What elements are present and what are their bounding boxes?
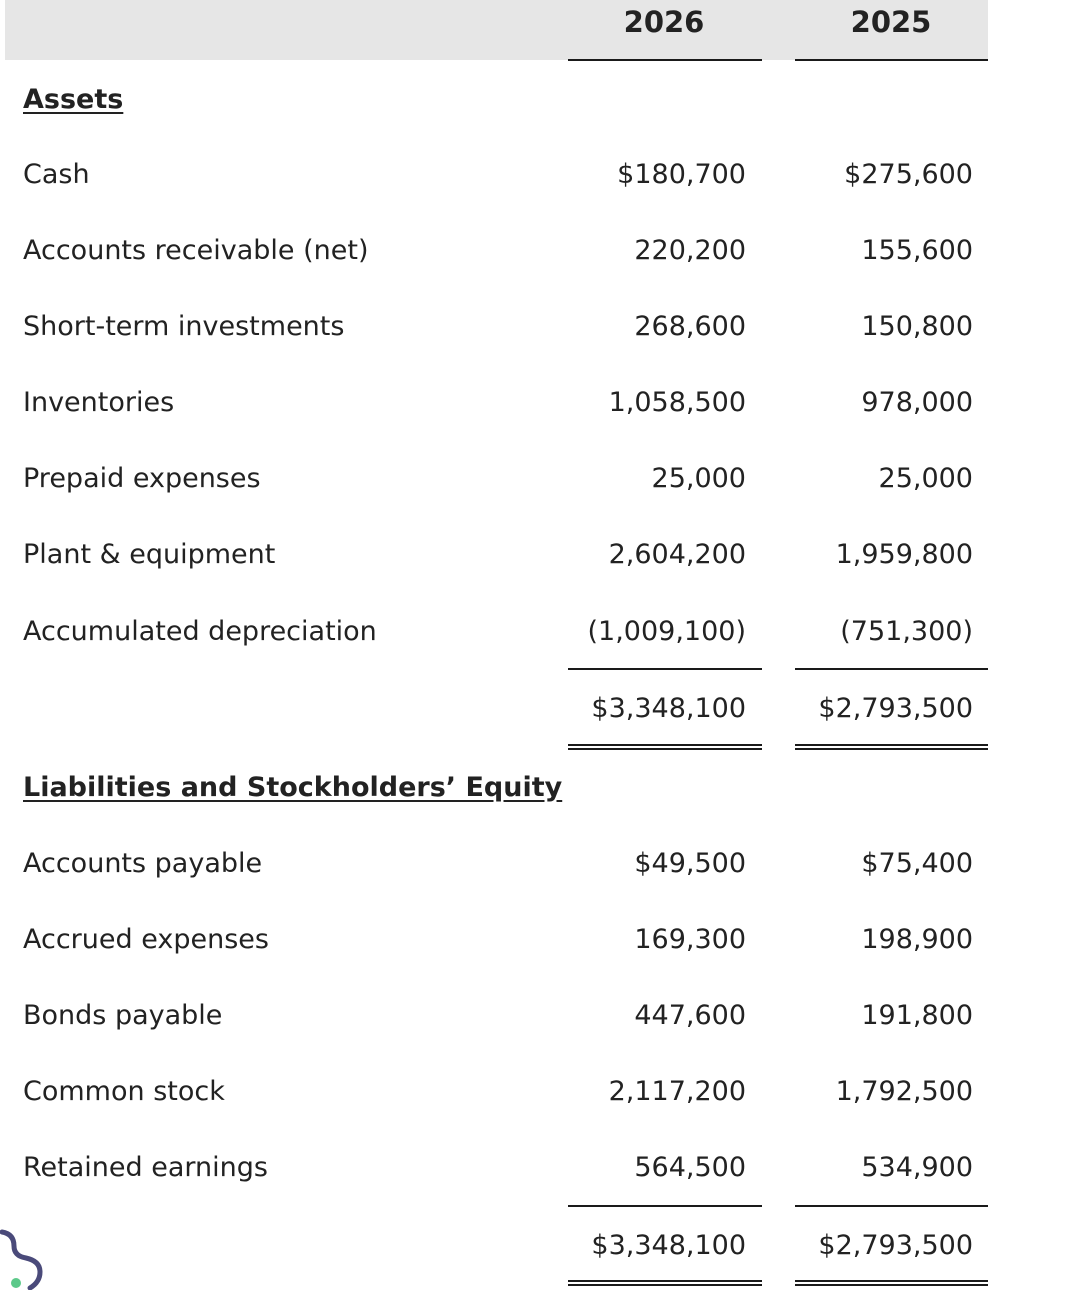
- subtotal-rule-2026: [568, 668, 762, 670]
- total-assets-2025: $2,793,500: [818, 693, 973, 724]
- value-2026: 25,000: [651, 463, 746, 494]
- value-2026: 564,500: [634, 1152, 746, 1183]
- double-underline-2026: [568, 1280, 762, 1286]
- row-label: Retained earnings: [23, 1152, 268, 1183]
- row-label: Bonds payable: [23, 1000, 223, 1031]
- row-label: Inventories: [23, 387, 175, 418]
- double-underline-2025: [795, 744, 988, 750]
- value-2026: 1,058,500: [608, 387, 746, 418]
- row-label: Prepaid expenses: [23, 463, 261, 494]
- double-underline-2025: [795, 1280, 988, 1286]
- value-2025: 155,600: [861, 235, 973, 266]
- total-assets-2026: $3,348,100: [591, 693, 746, 724]
- total-liabilities-2025: $2,793,500: [818, 1230, 973, 1261]
- value-2026: 2,117,200: [608, 1076, 746, 1107]
- row-label: Short-term investments: [23, 311, 345, 342]
- value-2026: $180,700: [617, 159, 746, 190]
- value-2026: 2,604,200: [608, 539, 746, 570]
- column-header-2026: 2026: [623, 5, 705, 39]
- double-underline-2026: [568, 744, 762, 750]
- row-label: Accumulated depreciation: [23, 616, 377, 647]
- total-liabilities-2026: $3,348,100: [591, 1230, 746, 1261]
- value-2025: 978,000: [861, 387, 973, 418]
- value-2025: $275,600: [844, 159, 973, 190]
- row-label: Cash: [23, 159, 90, 190]
- value-2026: $49,500: [634, 848, 746, 879]
- assets-section-title: Assets: [23, 84, 124, 115]
- value-2026: 268,600: [634, 311, 746, 342]
- value-2025: 198,900: [861, 924, 973, 955]
- value-2025: 25,000: [878, 463, 973, 494]
- row-label: Plant & equipment: [23, 539, 276, 570]
- value-2025: 150,800: [861, 311, 973, 342]
- value-2026: (1,009,100): [587, 616, 746, 647]
- row-label: Accounts receivable (net): [23, 235, 369, 266]
- subtotal-rule-2026: [568, 1205, 762, 1207]
- subtotal-rule-2025: [795, 1205, 988, 1207]
- subtotal-rule-2025: [795, 668, 988, 670]
- row-label: Accounts payable: [23, 848, 263, 879]
- value-2025: (751,300): [840, 616, 973, 647]
- header-underline-2025: [795, 59, 988, 61]
- value-2025: $75,400: [861, 848, 973, 879]
- row-label: Common stock: [23, 1076, 225, 1107]
- value-2025: 1,792,500: [835, 1076, 973, 1107]
- value-2025: 191,800: [861, 1000, 973, 1031]
- liabilities-section-title: Liabilities and Stockholders’ Equity: [23, 772, 563, 803]
- curl-icon: [0, 1228, 48, 1290]
- value-2025: 1,959,800: [835, 539, 973, 570]
- value-2026: 169,300: [634, 924, 746, 955]
- value-2026: 447,600: [634, 1000, 746, 1031]
- value-2026: 220,200: [634, 235, 746, 266]
- column-header-2025: 2025: [850, 5, 932, 39]
- value-2025: 534,900: [861, 1152, 973, 1183]
- header-underline-2026: [568, 59, 762, 61]
- row-label: Accrued expenses: [23, 924, 269, 955]
